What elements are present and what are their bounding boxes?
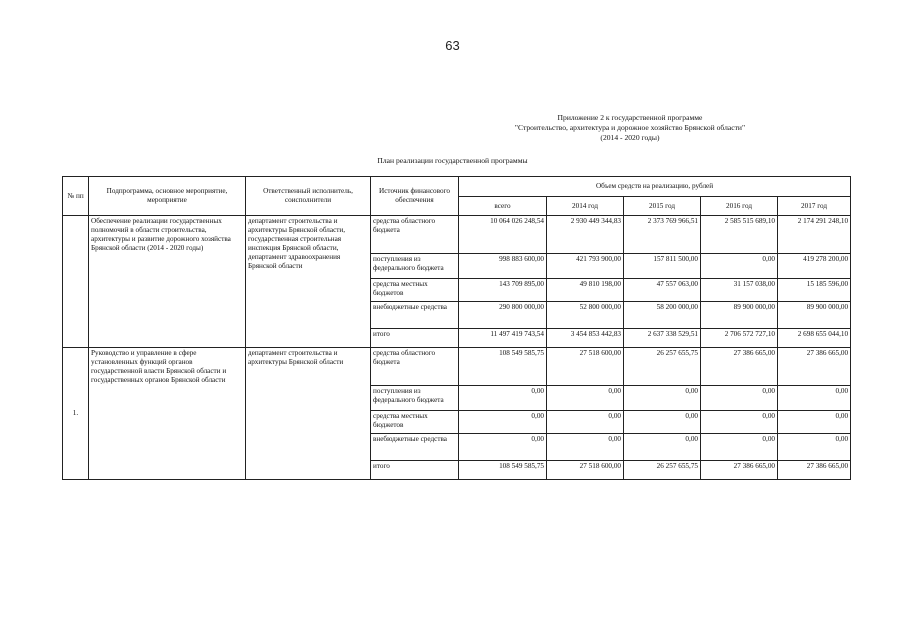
header-2016: 2016 год <box>701 197 778 216</box>
amount-y2017: 2 174 291 248,10 <box>778 216 851 254</box>
amount-y2015: 0,00 <box>624 434 701 461</box>
appendix-line-2: "Строительство, архитектура и дорожное хозяйство Брянской области" <box>514 123 746 132</box>
amount-total: 0,00 <box>459 386 547 411</box>
funding-source: итого <box>371 461 459 480</box>
amount-y2015: 2 637 338 529,51 <box>624 329 701 348</box>
appendix-line-3: (2014 - 2020 годы) <box>600 133 660 142</box>
header-program: Подпрограмма, основное мероприятие, мероприятие <box>89 177 246 216</box>
page-number: 63 <box>445 38 460 53</box>
amount-y2014: 0,00 <box>547 411 624 434</box>
amount-y2017: 27 386 665,00 <box>778 348 851 386</box>
amount-y2016: 31 157 038,00 <box>701 279 778 302</box>
amount-y2016: 2 706 572 727,10 <box>701 329 778 348</box>
funding-source: средства областного бюджета <box>371 348 459 386</box>
funding-source: поступления из федерального бюджета <box>371 386 459 411</box>
executor-name: департамент строительства и архитектуры Брянской области, государственная строительная инспекция Брянской области, департамент здравоохранения Брянской области <box>246 216 371 348</box>
program-name: Обеспечение реализации государственных полномочий в области строительства, архитектуры и развитие дорожного хозяйства Брянской области (2014 - 2020 годы) <box>89 216 246 348</box>
amount-y2017: 15 185 596,00 <box>778 279 851 302</box>
plan-title: План реализации государственной программы <box>377 156 528 165</box>
amount-y2017: 89 900 000,00 <box>778 302 851 329</box>
amount-y2015: 157 811 500,00 <box>624 254 701 279</box>
funding-source: внебюджетные средства <box>371 434 459 461</box>
header-num: № пп <box>63 177 89 216</box>
plan-table-body <box>63 216 851 480</box>
amount-total: 11 497 419 743,54 <box>459 329 547 348</box>
amount-y2015: 47 557 063,00 <box>624 279 701 302</box>
funding-source: внебюджетные средства <box>371 302 459 329</box>
amount-y2015: 0,00 <box>624 386 701 411</box>
amount-y2014: 0,00 <box>547 386 624 411</box>
amount-y2014: 27 518 600,00 <box>547 461 624 480</box>
amount-y2014: 421 793 900,00 <box>547 254 624 279</box>
amount-total: 108 549 585,75 <box>459 348 547 386</box>
amount-total: 108 549 585,75 <box>459 461 547 480</box>
funding-source: итого <box>371 329 459 348</box>
executor-name: департамент строительства и архитектуры Брянской области <box>246 348 371 480</box>
table-row <box>63 216 851 254</box>
amount-y2014: 0,00 <box>547 434 624 461</box>
header-total: всего <box>459 197 547 216</box>
amount-y2015: 26 257 655,75 <box>624 461 701 480</box>
row-number <box>63 216 89 348</box>
amount-total: 0,00 <box>459 411 547 434</box>
table-row <box>63 348 851 386</box>
header-source: Источник финансового обеспечения <box>371 177 459 216</box>
header-2017: 2017 год <box>778 197 851 216</box>
amount-y2014: 2 930 449 344,83 <box>547 216 624 254</box>
amount-y2016: 0,00 <box>701 386 778 411</box>
amount-y2015: 0,00 <box>624 411 701 434</box>
header-2015: 2015 год <box>624 197 701 216</box>
amount-y2016: 0,00 <box>701 254 778 279</box>
amount-y2017: 0,00 <box>778 411 851 434</box>
amount-y2016: 0,00 <box>701 434 778 461</box>
appendix-caption <box>450 113 810 143</box>
amount-y2015: 2 373 769 966,51 <box>624 216 701 254</box>
amount-total: 143 709 895,00 <box>459 279 547 302</box>
amount-y2016: 27 386 665,00 <box>701 461 778 480</box>
funding-source: средства местных бюджетов <box>371 411 459 434</box>
amount-y2016: 27 386 665,00 <box>701 348 778 386</box>
amount-y2017: 0,00 <box>778 386 851 411</box>
amount-y2016: 2 585 515 689,10 <box>701 216 778 254</box>
amount-y2017: 27 386 665,00 <box>778 461 851 480</box>
amount-total: 998 883 600,00 <box>459 254 547 279</box>
amount-y2014: 3 454 853 442,83 <box>547 329 624 348</box>
plan-table <box>62 176 851 480</box>
amount-y2017: 419 278 200,00 <box>778 254 851 279</box>
appendix-line-1: Приложение 2 к государственной программе <box>557 113 703 122</box>
amount-y2014: 49 810 198,00 <box>547 279 624 302</box>
header-executor: Ответственный исполнитель, соисполнители <box>246 177 371 216</box>
row-number: 1. <box>63 348 89 480</box>
funding-source: средства областного бюджета <box>371 216 459 254</box>
amount-y2014: 27 518 600,00 <box>547 348 624 386</box>
program-name: Руководство и управление в сфере установленных функций органов государственной власти Брянской области и государственных органов Брянской области <box>89 348 246 480</box>
funding-source: поступления из федерального бюджета <box>371 254 459 279</box>
header-volume: Объем средств на реализацию, рублей <box>459 177 851 197</box>
amount-total: 0,00 <box>459 434 547 461</box>
amount-y2016: 89 900 000,00 <box>701 302 778 329</box>
amount-y2014: 52 800 000,00 <box>547 302 624 329</box>
amount-total: 290 800 000,00 <box>459 302 547 329</box>
funding-source: средства местных бюджетов <box>371 279 459 302</box>
amount-y2017: 2 698 655 044,10 <box>778 329 851 348</box>
amount-y2017: 0,00 <box>778 434 851 461</box>
amount-y2015: 58 200 000,00 <box>624 302 701 329</box>
amount-y2016: 0,00 <box>701 411 778 434</box>
amount-y2015: 26 257 655,75 <box>624 348 701 386</box>
amount-total: 10 064 026 248,54 <box>459 216 547 254</box>
header-2014: 2014 год <box>547 197 624 216</box>
